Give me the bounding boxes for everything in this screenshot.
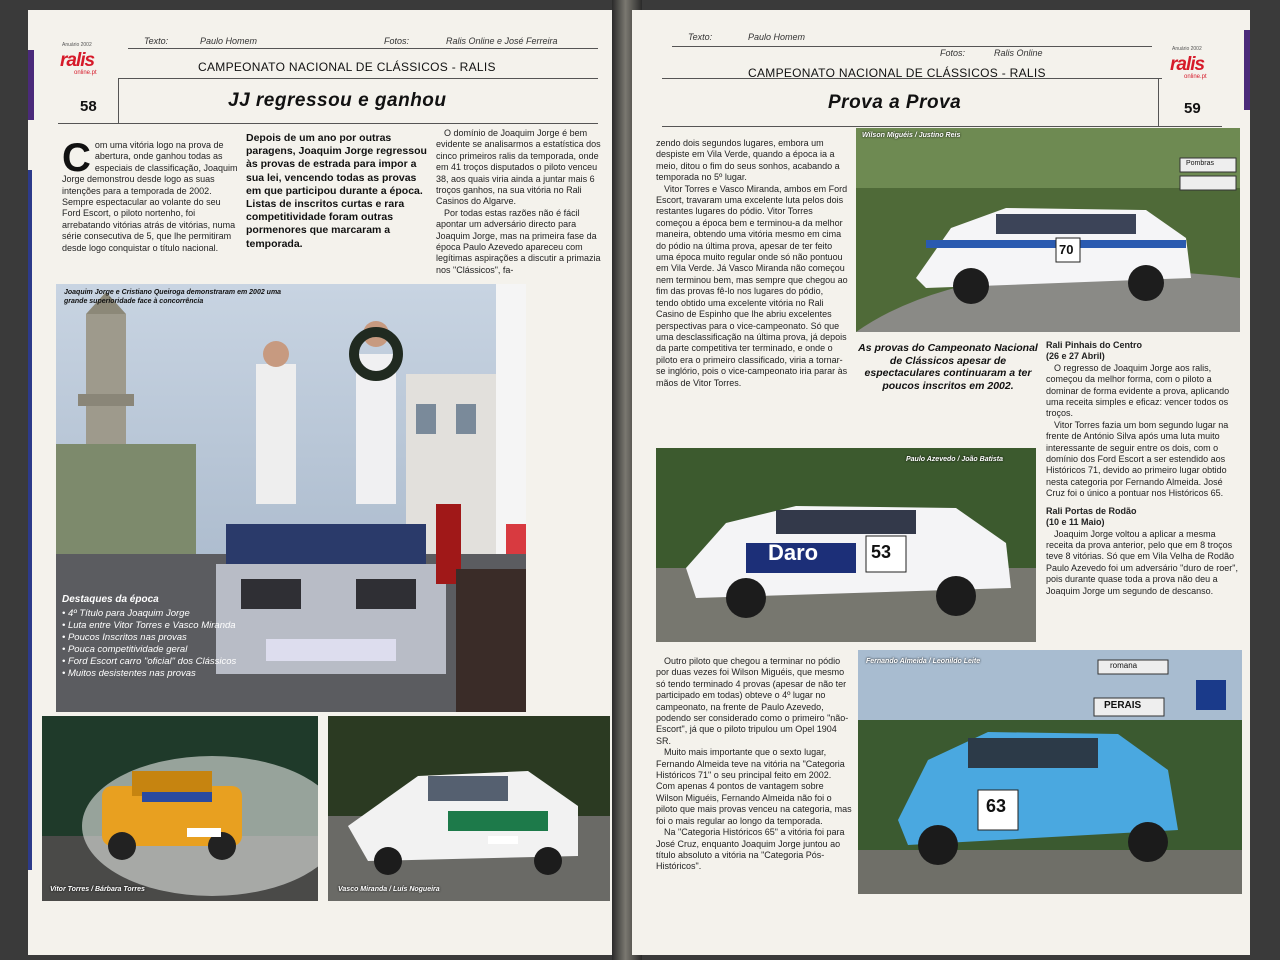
logo-brand: ralis xyxy=(60,50,95,71)
wilson-migueis-photo-image xyxy=(856,128,1240,332)
sign-perais: PERAIS xyxy=(1104,700,1142,711)
header-rule xyxy=(672,46,1152,47)
fernando-almeida-photo xyxy=(858,650,1242,894)
body-column-3 xyxy=(436,128,612,276)
text-credit-label: Texto: xyxy=(688,32,713,42)
vasco-miranda-photo xyxy=(328,716,610,901)
destaques-item: • Muitos desistentes nas provas xyxy=(62,668,332,680)
car-sponsor-daro: Daro xyxy=(768,540,819,565)
pull-quote: As provas do Campeonato Nacional de Clássicos apesar de espectaculares continuaram a ter poucos inscritos em 2002. xyxy=(858,342,1038,392)
paulo-azevedo-caption: Paulo Azevedo / João Batista xyxy=(906,456,1003,463)
destaques-item: • Poucos Inscritos nas provas xyxy=(62,632,332,644)
text-credit-label: Texto: xyxy=(144,36,169,46)
text-credit-value: Paulo Homem xyxy=(748,32,806,42)
body-paragraph: Por todas estas razões não é fácil apontar um adversário directo para Joaquim Jorge, mas na primeira fase da época Paulo Azevedo apareceu com legítimas aspirações a discutir a primazia nos "Clássicos", fa- xyxy=(436,207,601,275)
vitor-torres-photo xyxy=(42,716,318,901)
prova-column-bottom xyxy=(656,656,852,873)
podium-photo xyxy=(56,284,526,712)
logo-sub: Anuário 2002 xyxy=(1172,46,1202,52)
wilson-migueis-photo xyxy=(856,128,1240,332)
rally1-date: (26 e 27 Abril) xyxy=(1046,351,1105,362)
vitor-torres-caption: Vitor Torres / Bárbara Torres xyxy=(50,886,145,893)
body-paragraph: zendo dois segundos lugares, embora um despiste em Vila Verde, quando a época ia a meio, ditou o fim do seus sonhos, acabando a temporada no 5º lugar. xyxy=(656,138,840,183)
paulo-azevedo-photo xyxy=(656,448,1036,642)
body-paragraph: O regresso de Joaquim Jorge aos ralis, começou da melhor forma, com o piloto a dominar de forma evidente a prova, aplicando uma receita simples e eficaz: vencer todos os troços. xyxy=(1046,362,1230,419)
body-paragraph: O domínio de Joaquim Jorge é bem evidente se analisarmos a estatística dos cinco primeiros ralis da temporada, onde em 41 troços disputados o piloto venceu 38, aos quais viria ainda a juntar mais 6 troços ganhos, na sua vitória no Rali Casinos do Algarve. xyxy=(436,128,601,207)
header-divider xyxy=(118,78,119,123)
wilson-migueis-caption: Wilson Miguéis / Justino Reis xyxy=(862,132,961,139)
photo-credit-label: Fotos: xyxy=(384,36,410,46)
photo-credit-label: Fotos: xyxy=(940,48,966,58)
vasco-miranda-photo-image xyxy=(328,716,610,901)
logo-url: online.pt xyxy=(1184,74,1207,80)
body-paragraph: Joaquim Jorge voltou a aplicar a mesma receita da prova anterior, pelo que em 8 troços teve 8 vitórias. Só que em Vila Velha de Rodão Paulo Azevedo foi um adversário "duro de roer", pois durante quase toda a prova não deu a Joaquim Jorge um segundo de descanso. xyxy=(1046,528,1238,596)
page-edge-marker xyxy=(28,50,34,120)
article-headline: JJ regressou e ganhou xyxy=(228,90,447,111)
rally2-title: Rali Portas de Rodão xyxy=(1046,505,1137,516)
drop-cap: C xyxy=(62,136,91,180)
series-title: CAMPEONATO NACIONAL DE CLÁSSICOS - RALIS xyxy=(748,66,1046,80)
body-paragraph: Outro piloto que chegou a terminar no pódio por duas vezes foi Wilson Miguéis, que mesmo só tendo terminado 4 provas (apesar de não ter participado em todas) obteve o 4º lugar no campeonato, na frente de Paulo Azevedo, podendo ser considerado como o primeiro "não-Escort", já que o piloto tripulou um Opel 1904 SR. xyxy=(656,656,849,746)
credits-row xyxy=(128,36,608,48)
header-rule xyxy=(58,123,598,124)
logo-url: online.pt xyxy=(74,70,97,76)
page-number: 59 xyxy=(1184,100,1201,117)
header-rule xyxy=(128,48,598,49)
ralis-logo xyxy=(1170,46,1226,84)
destaques-item: • Ford Escort carro "oficial" dos Clássicos xyxy=(62,656,332,668)
fernando-almeida-caption: Fernando Almeida / Leonildo Leite xyxy=(866,658,981,665)
rally2-date: (10 e 11 Maio) xyxy=(1046,517,1105,528)
sign-pombras: Pombras xyxy=(1186,160,1215,167)
text-credit-value: Paulo Homem xyxy=(200,36,258,46)
destaques-title: Destaques da época xyxy=(62,594,159,605)
fernando-almeida-photo-image xyxy=(858,650,1242,894)
body-paragraph: Na "Categoria Históricos 65" a vitória foi para José Cruz, enquanto Joaquim Jorge juntou ao título absoluto a vitória na "Categoria Pós-Históricos". xyxy=(656,827,845,872)
left-page xyxy=(28,10,624,955)
car-number-70: 70 xyxy=(1059,242,1074,257)
section-headline: Prova a Prova xyxy=(828,92,962,113)
rally1-title: Rali Pinhais do Centro xyxy=(1046,340,1143,350)
page-edge-marker xyxy=(1244,30,1250,110)
photo-credit-value: Ralis Online xyxy=(994,48,1043,58)
series-title: CAMPEONATO NACIONAL DE CLÁSSICOS - RALIS xyxy=(198,60,496,74)
destaques-item: • 4º Título para Joaquim Jorge xyxy=(62,608,332,620)
header-rule xyxy=(118,78,598,79)
sign-romana: romana xyxy=(1110,661,1138,670)
header-divider xyxy=(1158,78,1159,126)
header-rule xyxy=(662,126,1222,127)
ralis-logo xyxy=(60,42,116,80)
lead-paragraph: Depois de um ano por outras paragens, Joaquim Jorge regressou às provas de estrada para impor a sua lei, vencendo todas as provas em que participou durante a época. Listas de inscritos curtas e rara competitividade foram outras pormenores que marcaram a temporada. xyxy=(246,132,427,250)
right-page xyxy=(632,10,1250,955)
car-number-53: 53 xyxy=(871,542,892,562)
page-number: 58 xyxy=(80,98,97,115)
paulo-azevedo-photo-image xyxy=(656,448,1036,642)
logo-brand: ralis xyxy=(1170,54,1205,75)
prova-column-top xyxy=(656,138,848,389)
intro-paragraph: om uma vitória logo na prova de abertura, onde ganhou todas as especiais de classificação, Joaquim Jorge demonstrou desde logo as suas intenções para a temporada de 2002. Sempre espectacular ao volante do seu Ford Escort, o piloto nortenho, foi arrebatando vitórias atrás de vitórias, numa série consecutiva de 5, que lhe permitiram desde logo conquistar o título nacional. xyxy=(62,140,238,253)
body-paragraph: Muito mais importante que o sexto lugar, Fernando Almeida teve na vitória na "Categoria Históricos 71" o seu principal feito em 2002. Com apenas 4 pontos de vantagem sobre Wilson Miguéis, Fernando Almeida não foi o piloto que mais provas venceu na categoria, mas foi o mais regular ao longo da temporada. xyxy=(656,747,852,826)
destaques-box xyxy=(62,594,332,680)
logo-sub: Anuário 2002 xyxy=(62,42,92,48)
destaques-list xyxy=(62,608,332,680)
car-number-63: 63 xyxy=(986,796,1007,816)
body-paragraph: Vitor Torres fazia um bom segundo lugar na frente de António Silva após uma luta muito interessante de seguir entre os dois, com o domínio dos Ford Escort a ser estendido aos Históricos 71, devido ao primeiro lugar obtido nesta categoria por Fernando Almeida. José Cruz foi o único a pontuar nos Históricos 65. xyxy=(1046,419,1229,499)
destaques-item: • Pouca competitividade geral xyxy=(62,644,332,656)
body-paragraph: Vitor Torres e Vasco Miranda, ambos em Ford Escort, travaram uma excelente luta pelos dois restantes lugares do pódio. Vitor Torres começou a época bem e terminou-a da melhor maneira, obtendo uma vitória mesmo em cima do pódio na última prova, apesar de ter feito uma época muito regular onde só não pontuou em Vila Verde. Já Vasco Miranda não começou nem terminou bem, mas sempre que chegou ao fim das provas fê-lo nos lugares do pódio, tendo obtido uma excelente vitória no Rali Casino de Espinho que lhe abriu excelentes perspectivas para o vice-campeonato. Só que uma desclassificação na última prova, já depois da parte competitiva ter terminado, e onde o piloto era o primeiro classificado, viria a tornar-se inglório, pois o vice-campeonato iria parar às mãos de Vitor Torres. xyxy=(656,183,848,388)
podium-photo-caption: Joaquim Jorge e Cristiano Queiroga demonstraram em 2002 uma grande superioridade face à concorrência xyxy=(64,289,282,305)
intro-column xyxy=(62,136,238,254)
destaques-item: • Luta entre Vitor Torres e Vasco Miranda xyxy=(62,620,332,632)
vasco-miranda-caption: Vasco Miranda / Luís Nogueira xyxy=(338,886,440,893)
vitor-torres-photo-image xyxy=(42,716,318,901)
photo-credit-value: Ralis Online e José Ferreira xyxy=(446,36,558,46)
rally-details-column xyxy=(1046,340,1242,597)
page-edge-stripe xyxy=(28,170,32,870)
credits-row xyxy=(672,32,1152,58)
